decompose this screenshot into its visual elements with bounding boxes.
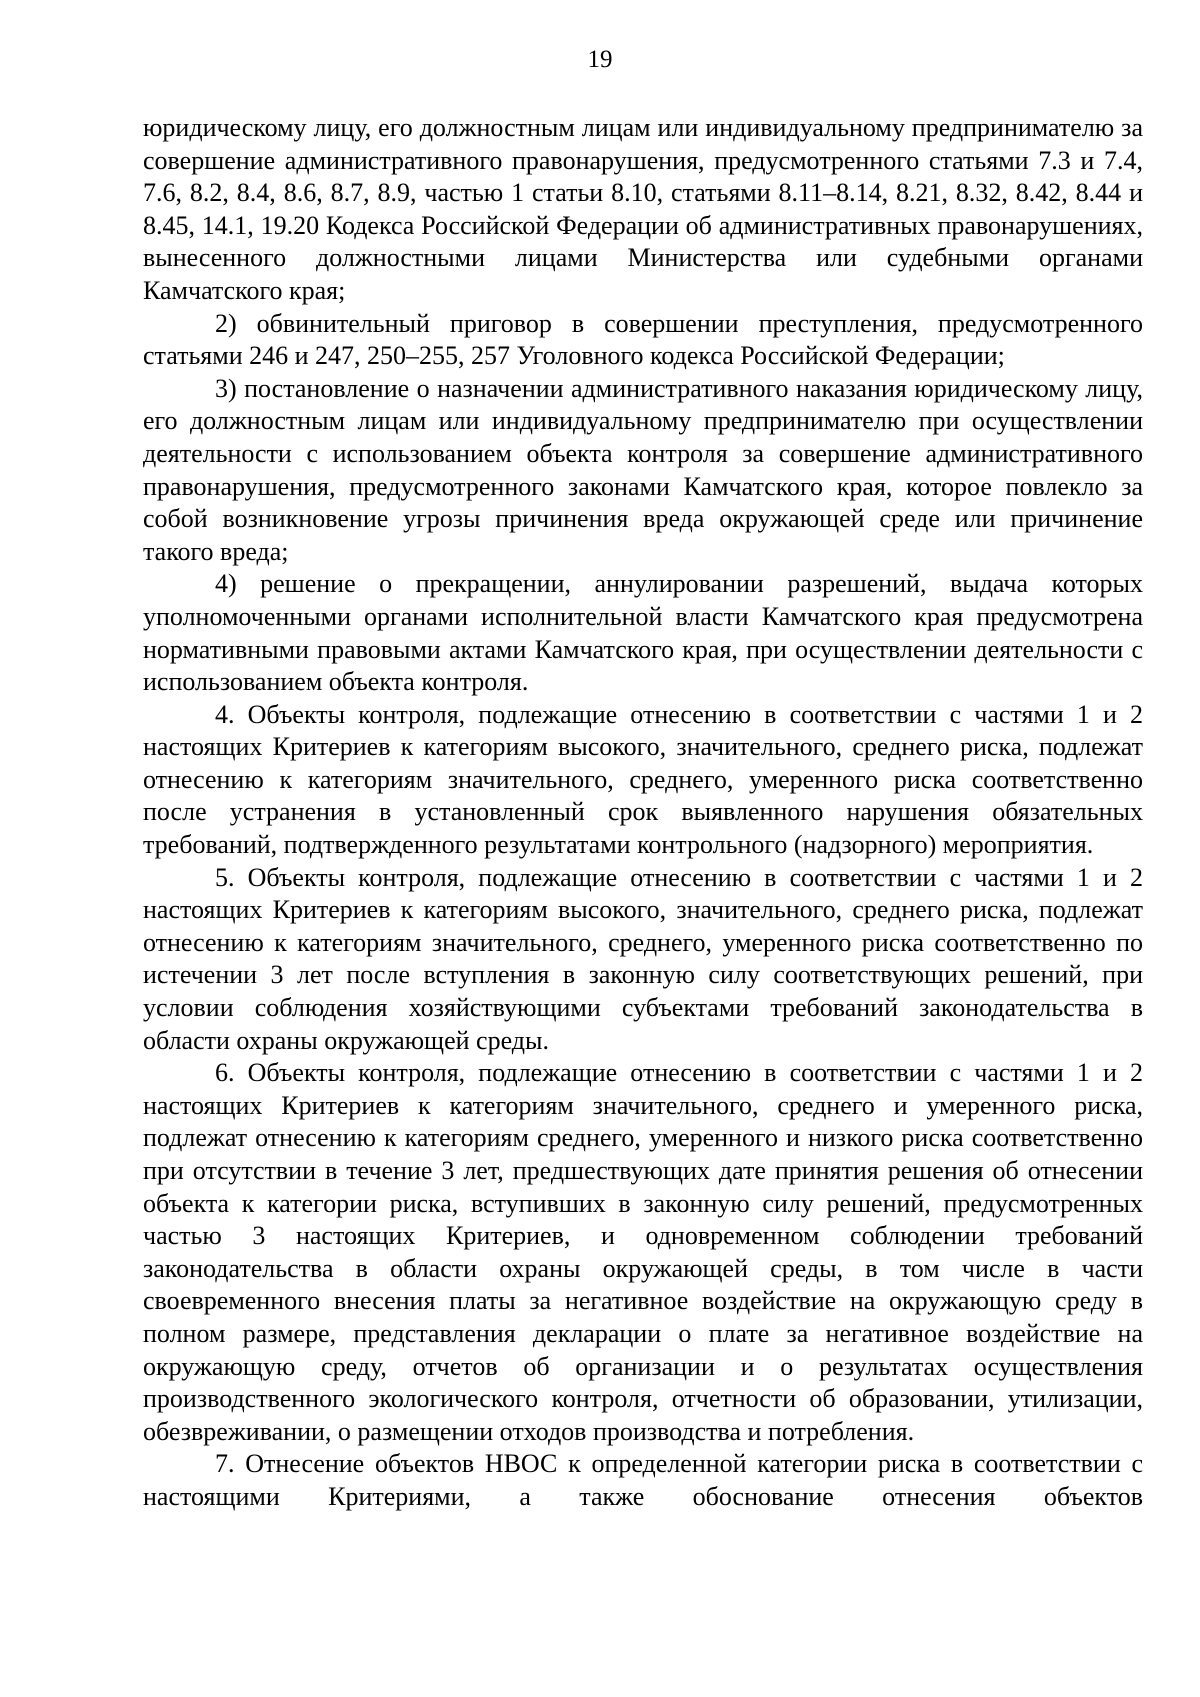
page-number: 19 (587, 46, 613, 73)
paragraph-continuation: юридическому лицу, его должностным лицам или индивидуальному предпринимателю за совершение административного правонарушения, предусмотренного статьями 7.3 и 7.4, 7.6, 8.2, 8.4, 8.6, 8.7, 8.9, частью 1 статьи 8.10, статьями 8.11–8.14, 8.21, 8.32, 8.42, 8.44 и 8.45, 14.1, 19.20 Кодекса Российской Федерации об административных правонарушениях, вынесенного должностными лицами Министерства или судебными органами Камчатского края; (143, 113, 1143, 305)
document-body (143, 112, 1143, 1514)
paragraph-item-2: 2) обвинительный приговор в совершении преступления, предусмотренного статьями 246 и 247, 250–255, 257 Уголовного кодекса Российской Федерации; (143, 308, 1143, 371)
paragraph-item-3: 3) постановление о назначении административного наказания юридическому лицу, его должностным лицам или индивидуальному предпринимателю при осуществлении деятельности с использованием объекта контроля за совершение административного правонарушения, предусмотренного законами Камчатского края, которое повлекло за собой возникновение угрозы причинения вреда окружающей среде или причинение такого вреда; (143, 373, 1143, 566)
paragraph-section-6: 6. Объекты контроля, подлежащие отнесению в соответствии с частями 1 и 2 настоящих Критериев к категориям значительного, среднего и умеренного риска, подлежат отнесению к категориям среднего, умеренного и низкого риска соответственно при отсутствии в течение 3 лет, предшествующих дате принятия решения об отнесении объекта к категории риска, вступивших в законную силу решений, предусмотренных частью 3 настоящих Критериев, и одновременном соблюдении требований законодательства в области охраны окружающей среды, в том числе в части своевременного внесения платы за негативное воздействие на окружающую среду в полном размере, представления декларации о плате за негативное воздействие на окружающую среду, отчетов об организации и о результатах осуществления производственного экологического контроля, отчетности об образовании, утилизации, обезвреживании, о размещении отходов производства и потребления. (143, 1058, 1143, 1446)
paragraph-section-7: 7. Отнесение объектов НВОС к определенной категории риска в соответствии с настоящими Критериями, а также обоснование отнесения объектов (143, 1449, 1143, 1511)
paragraph-section-5: 5. Объекты контроля, подлежащие отнесению в соответствии с частями 1 и 2 настоящих Критериев к категориям высокого, значительного, среднего риска, подлежат отнесению к категориям значительного, среднего, умеренного риска соответственно по истечении 3 лет после вступления в законную силу соответствующих решений, при условии соблюдения хозяйствующими субъектами требований законодательства в области охраны окружающей среды. (143, 862, 1143, 1055)
paragraph-section-4: 4. Объекты контроля, подлежащие отнесению в соответствии с частями 1 и 2 настоящих Критериев к категориям высокого, значительного, среднего риска, подлежат отнесению к категориям значительного, среднего, умеренного риска соответственно после устранения в установленный срок выявленного нарушения обязательных требований, подтвержденного результатами контрольного (надзорного) мероприятия. (143, 699, 1143, 860)
paragraph-item-4: 4) решение о прекращении, аннулировании разрешений, выдача которых уполномоченными органами исполнительной власти Камчатского края предусмотрена нормативными правовыми актами Камчатского края, при осуществлении деятельности с использованием объекта контроля. (143, 569, 1143, 697)
